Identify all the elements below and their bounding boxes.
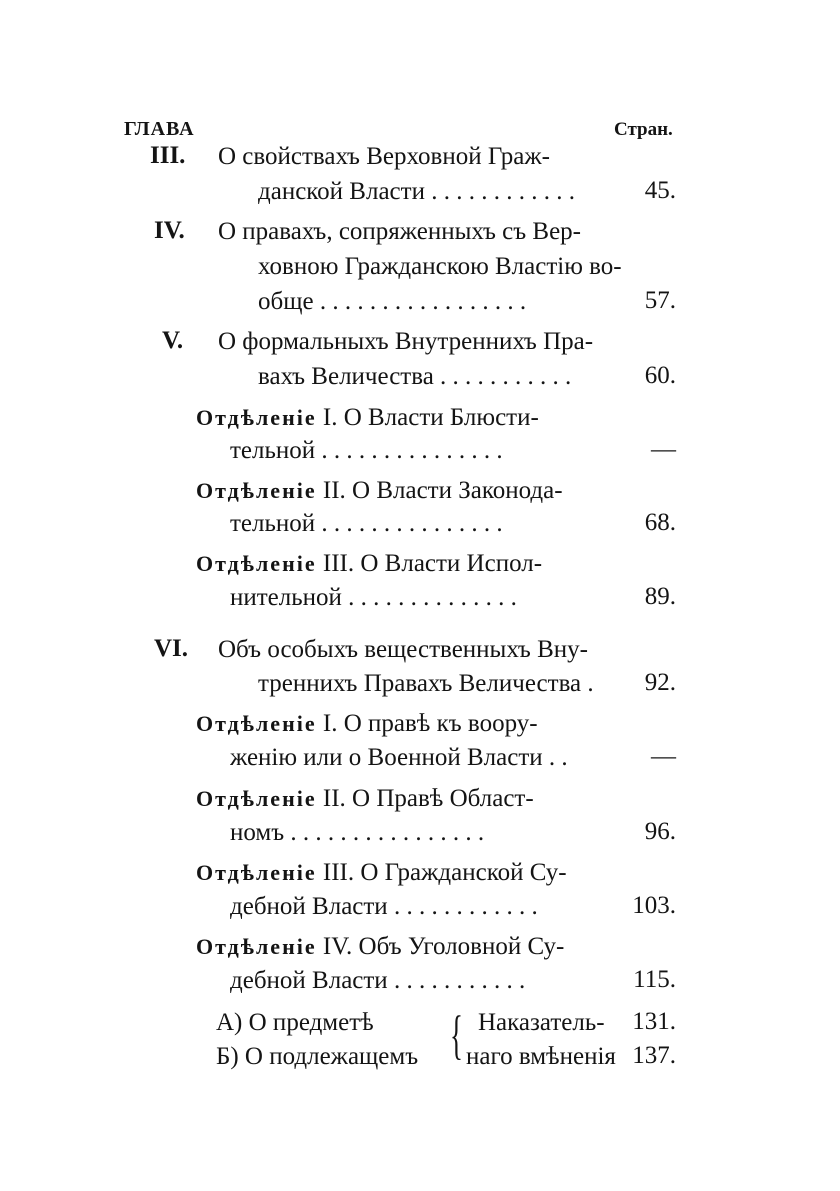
chapter-number: III. [150,142,186,169]
section-title-line: О правѣ къ воору- [343,710,538,737]
subitem-shared-line-2: наго вмѣненія [466,1043,616,1070]
section-title-line: номъ . . . . . . . . . . . . . . . . [230,819,485,846]
section-label: Отдѣленіе [196,478,317,503]
chapter-title-line: треннихъ Правахъ Величества . [258,670,594,697]
section-label: Отдѣленіе [196,711,317,736]
section-title-line: О Правѣ Област- [352,785,534,812]
section-title-line: женію или о Военной Власти . . [230,744,568,771]
page-number: 68. [644,509,676,536]
page-number: 96. [644,818,676,845]
page-number: 45. [644,177,676,204]
section-label: Отдѣленіе [196,786,317,811]
chapter-number: V. [162,327,184,354]
subitem-a: А) О предметѣ [216,1009,374,1036]
section-heading [196,932,564,962]
page-number: — [651,743,676,770]
page-number: 92. [644,669,676,696]
section-title-line: О Гражданской Су- [360,859,567,886]
section-title-line: тельной . . . . . . . . . . . . . . . [230,437,503,464]
page-number: 103. [632,892,676,919]
page-number: — [651,436,676,463]
page-number: 137. [632,1042,676,1069]
section-heading [196,403,539,433]
section-heading [196,709,538,739]
chapter-title-line: обще . . . . . . . . . . . . . . . . . [258,288,527,315]
subitem-b: Б) О подлежащемъ [216,1043,419,1070]
section-heading [196,858,567,888]
chapter-title-line: вахъ Величества . . . . . . . . . . . [258,363,572,390]
section-number: I. [322,404,338,431]
section-title-line: тельной . . . . . . . . . . . . . . . [230,510,503,537]
section-title-line: дебной Власти . . . . . . . . . . . [230,967,526,994]
section-title-line: Объ Уголовной Су- [358,933,565,960]
chapter-title-line: О свойствахъ Верховной Граж- [218,143,550,170]
header-chapter-label: ГЛАВА [124,118,195,140]
brace-glyph: { [450,1005,463,1065]
section-title-line: дебной Власти . . . . . . . . . . . . [230,893,538,920]
section-heading [196,476,563,506]
chapter-title-line: ховною Гражданскою Властію во- [258,253,622,280]
page-number: 89. [644,583,676,610]
section-number: II. [322,477,346,504]
section-label: Отдѣленіе [196,860,317,885]
chapter-number: VI. [154,635,189,662]
section-title-line: О Власти Испол- [360,550,543,577]
page-number: 115. [633,966,676,993]
page-number: 60. [644,362,676,389]
section-label: Отдѣленіе [196,405,317,430]
section-label: Отдѣленіе [196,551,317,576]
chapter-number: IV. [154,217,185,244]
section-label: Отдѣленіе [196,934,317,959]
chapter-title-line: данской Власти . . . . . . . . . . . . [258,178,575,205]
subitem-shared-line-1: Наказатель- [478,1009,605,1036]
section-number: III. [322,859,355,886]
chapter-title-line: Объ особыхъ вещественныхъ Вну- [218,636,588,663]
section-number: II. [322,785,346,812]
section-number: III. [322,550,355,577]
section-title-line: О Власти Блюсти- [343,404,539,431]
page-number: 57. [644,287,676,314]
section-number: I. [322,710,338,737]
chapter-title-line: О правахъ, сопряженныхъ съ Вер- [218,218,581,245]
header-page-label: Стран. [614,119,673,140]
section-number: IV. [322,933,353,960]
section-title-line: О Власти Законода- [352,477,563,504]
chapter-title-line: О формальныхъ Внутреннихъ Пра- [218,328,594,355]
section-heading [196,784,534,814]
section-title-line: нительной . . . . . . . . . . . . . . [230,584,517,611]
section-heading [196,549,542,579]
page-number: 131. [632,1008,676,1035]
